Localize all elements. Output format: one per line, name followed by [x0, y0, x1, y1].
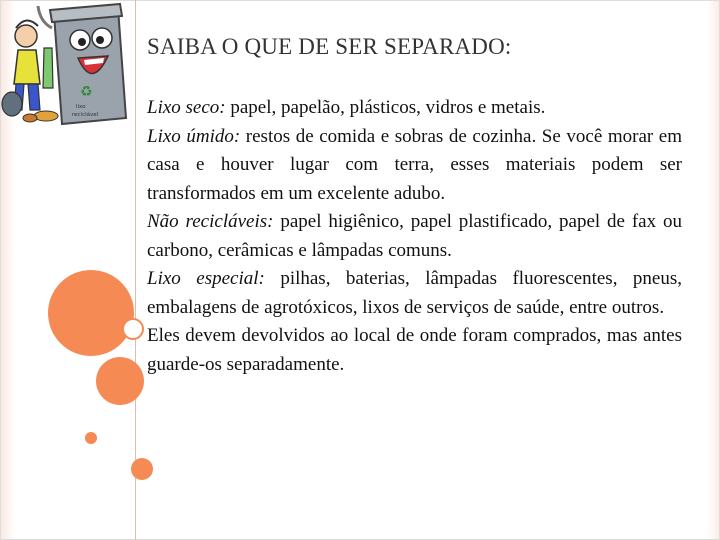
paragraph-text: restos de comida e sobras de cozinha. Se você morar em casa e houver lugar com terra, esses materiais podem ser transformados em um excelente adubo. [147, 125, 683, 204]
decor-circle-large [48, 270, 134, 356]
paragraph-text: papel, papelão, plásticos, vidros e metais. [225, 97, 546, 118]
paragraph-nao-reciclaveis [147, 208, 682, 265]
paragraph-text: Eles devem devolvidos ao local de onde foram comprados, mas antes guarde-os separadamente. [147, 325, 682, 375]
term-label: Lixo especial: [147, 268, 265, 289]
decor-ring [122, 318, 144, 340]
term-label: Não recicláveis: [147, 211, 274, 232]
decor-dot [85, 432, 97, 444]
svg-text:♻: ♻ [80, 84, 93, 100]
decor-circle-medium [96, 357, 144, 405]
svg-text:reciclável: reciclável [72, 112, 99, 118]
recycling-bin-cartoon [0, 0, 138, 128]
slide-body [147, 94, 682, 379]
svg-text:lixo: lixo [76, 104, 86, 110]
term-label: Lixo úmido: [147, 125, 241, 147]
paragraph-text: pilhas, baterias, lâmpadas fluorescentes, pneus, embalagens de agrotóxicos, lixos de serviços de saúde, entre outros. [147, 268, 682, 318]
decor-circle-small [131, 458, 153, 480]
recycle-icon [80, 84, 93, 100]
cartoon-svg [0, 0, 138, 128]
slide-title: SAIBA O QUE DE SER SEPARADO: [147, 34, 512, 59]
paragraph-lixo-especial [147, 265, 682, 322]
paragraph-text: papel higiênico, papel plastificado, papel de fax ou carbono, cerâmicas e lâmpadas comuns. [147, 211, 682, 261]
paragraph-lixo-umido [147, 123, 682, 209]
term-label: Lixo seco: [147, 97, 226, 118]
paragraph-lixo-seco [147, 94, 682, 123]
bottle [43, 48, 53, 88]
paragraph-devolucao [147, 322, 682, 379]
person-head [15, 25, 37, 47]
person-shirt [14, 50, 40, 84]
